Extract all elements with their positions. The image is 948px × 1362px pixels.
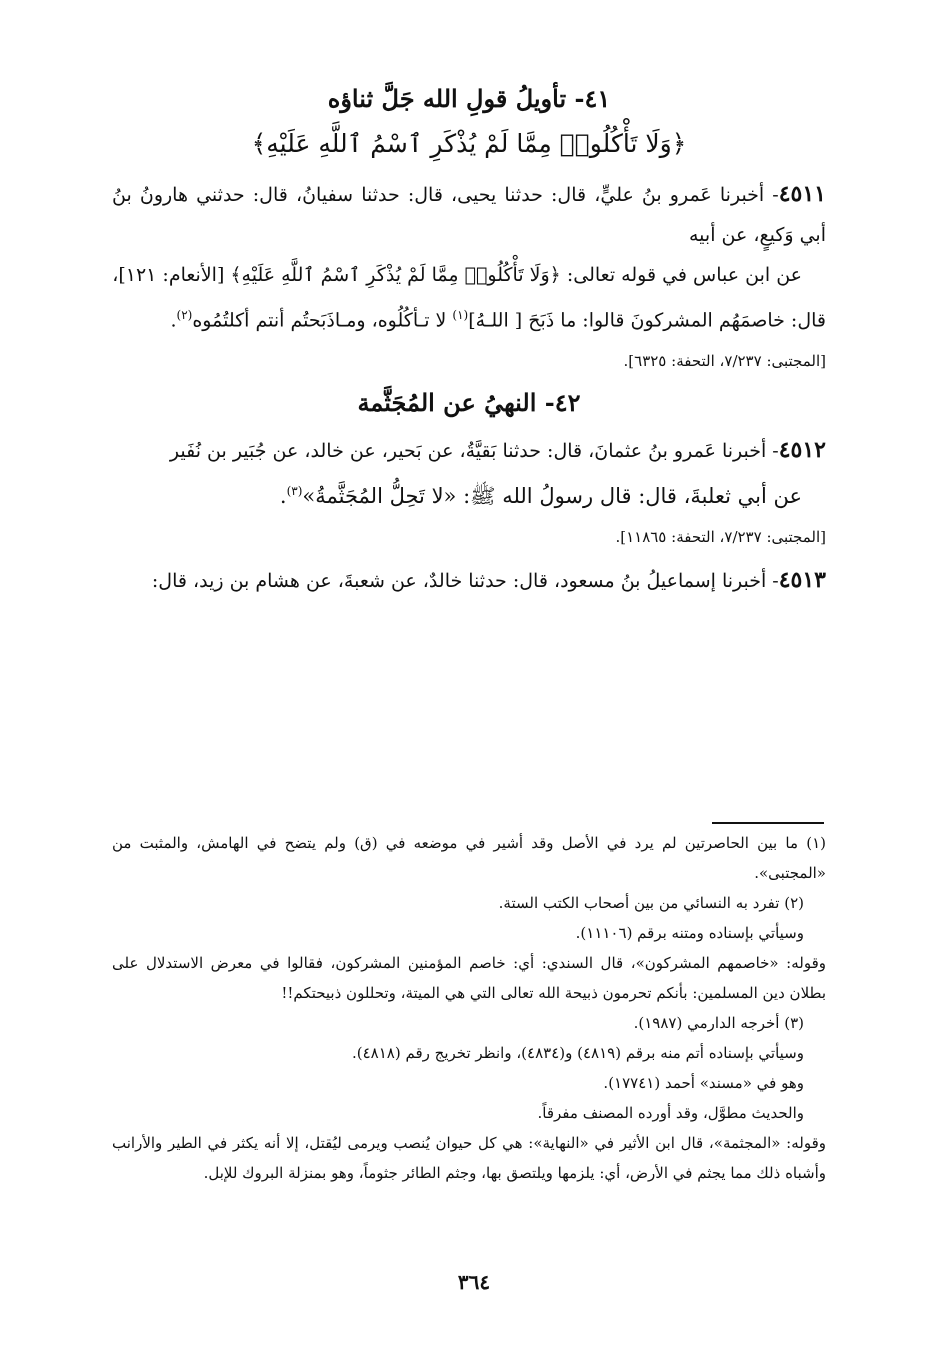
hadith-chain-text: - أخبرنا عَمرو بنُ عليٍّ، قال: حدثنا يحيى، قال: حدثنا سفيانُ، قال: حدثني هارونُ بنُ أبي وَكيعٍ، عن أبيه bbox=[112, 184, 826, 246]
hadith-4511-chain bbox=[112, 174, 826, 255]
footnote: (١) ما بين الحاصرتين لم يرد في الأصل وقد أشير في موضعه في (ق) ولم يتضح في الهامش، والمثبت من «المجتبى». bbox=[112, 834, 826, 882]
hadith-4511-source: [المجتبى: ٧/٢٣٧، التحفة: ٦٣٢٥]. bbox=[623, 352, 826, 371]
main-text bbox=[112, 76, 826, 601]
hadith-number: ٤٥١٢ bbox=[778, 437, 826, 464]
footnote: وسيأتي بإسناده أتم منه برقم (٤٨١٩) و(٤٨٣٤)، وانظر تخريج رقم (٤٨١٨). bbox=[352, 1044, 804, 1062]
footnote: (٢) تفرد به النسائي من بين أصحاب الكتب الستة. bbox=[498, 894, 804, 912]
quoted-verse: ﴿وَلَا تَأْكُلُوا۟ مِمَّا لَمْ يُذْكَرِ ٱسْمُ ٱللَّهِ عَلَيْهِ﴾ bbox=[230, 264, 561, 286]
hadith-text: قال: خاصمَهُم المشركونَ قالوا: ما ذَبَحَ [ اللـهُ] bbox=[468, 309, 826, 332]
hadith-4512-matn bbox=[112, 471, 826, 516]
hadith-text: عن أبي ثعلبةَ، قال: قال رسولُ الله ﷺ: «لا تَحِلُّ المُجَثَّمةُ» bbox=[302, 484, 802, 509]
footnote-marker: (٣) bbox=[286, 484, 303, 499]
section-42-title: ٤٢- النهيُ عن المُجَثَّمة bbox=[357, 388, 581, 418]
footnote: (٣) أخرجه الدارمي (١٩٨٧). bbox=[633, 1014, 804, 1032]
hadith-4511-body bbox=[112, 255, 826, 295]
footnote: والحديث مطوَّل، وقد أورده المصنف مفرقاً. bbox=[537, 1104, 804, 1122]
hadith-4512-chain bbox=[112, 430, 826, 471]
hadith-4511-matn bbox=[112, 295, 826, 340]
footnote: وهو في «مسند» أحمد (١٧٧٤١). bbox=[603, 1074, 804, 1092]
footnote-marker: (٢) bbox=[176, 308, 193, 322]
footnote-marker: (١) bbox=[452, 308, 469, 322]
footnote: وقوله: «المجثمة»، قال ابن الأثير في «النهاية»: هي كل حيوان يُنصب ويرمى ليُقتل، إلا أنه يكثر في الطير والأرانب وأشباه ذلك مما يجثم في الأرض، أي: يلزمها ويلتصق بها، وجثم الطائر جثوماً، وهو بمنزلة البروك للإبل. bbox=[112, 1134, 826, 1182]
hadith-text: . bbox=[279, 484, 287, 509]
hadith-4513-chain bbox=[112, 560, 826, 601]
hadith-number: ٤٥١١ bbox=[778, 181, 826, 207]
section-41-verse: ﴿وَلَا تَأْكُلُوا۟ مِمَّا لَمْ يُذْكَرِ ٱسْمُ ٱللَّهِ عَلَيْهِ﴾ bbox=[251, 129, 687, 158]
footnote: وقوله: «خاصمهم المشركون»، قال السندي: أي: خاصم المؤمنين المشركون، فقالوا في معرض الاستدلال على بطلان دين المسلمين: بأنكم تحرمون ذبيحة الله تعالى التي هي الميتة، وتحللون ذبيحتكم!! bbox=[112, 954, 826, 1002]
hadith-text: . bbox=[170, 309, 177, 332]
verse-reference: [الأنعام: ١٢١]، bbox=[112, 264, 231, 286]
footnote-separator bbox=[712, 822, 824, 824]
section-41-title: ٤١- تأويلُ قولِ الله جَلَّ ثناؤه bbox=[327, 84, 611, 113]
hadith-number: ٤٥١٣ bbox=[778, 567, 826, 594]
hadith-text: عن ابن عباس في قوله تعالى: bbox=[560, 264, 802, 286]
footnotes bbox=[112, 828, 826, 1188]
hadith-chain-text: - أخبرنا إسماعيلُ بنُ مسعود، قال: حدثنا خالدٌ، عن شعبةَ، عن هشام بن زيد، قال: bbox=[151, 570, 779, 593]
hadith-4512-source: [المجتبى: ٧/٢٣٧، التحفة: ١١٨٦٥]. bbox=[615, 528, 826, 547]
hadith-text: لا تـأكُلُوه، ومـاذَبَحتُم أنتم أكلتُمُوه bbox=[192, 309, 453, 332]
hadith-chain-text: - أخبرنا عَمرو بنُ عثمانَ، قال: حدثنا بَقيَّةُ، عن بَحير، عن خالد، عن جُبَير بن نُفَير bbox=[169, 440, 779, 463]
page-number: ٣٦٤ bbox=[457, 1270, 491, 1294]
footnote: وسيأتي بإسناده ومتنه برقم (١١١٠٦). bbox=[575, 924, 804, 942]
